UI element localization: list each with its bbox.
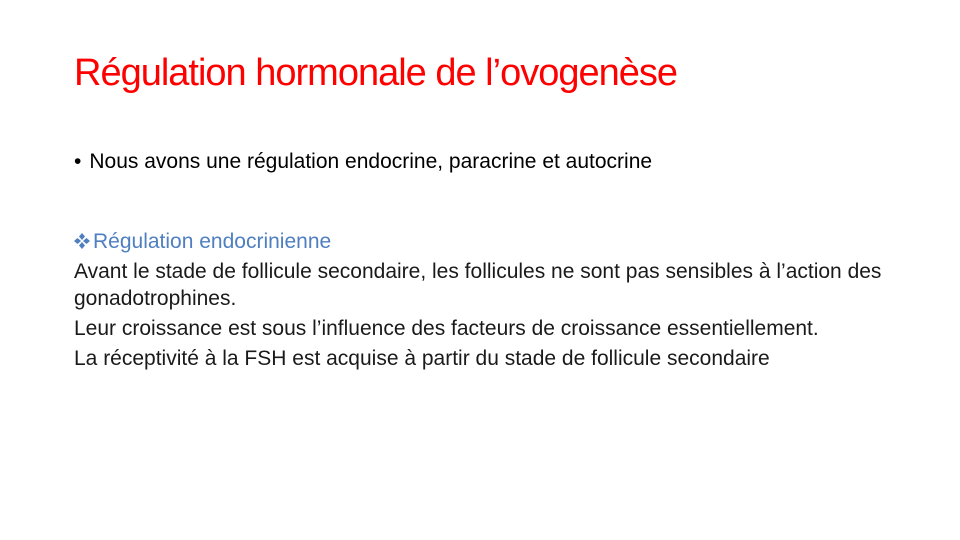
bullet-item [74,150,652,174]
bullet-text: Nous avons une régulation endocrine, paracrine et autocrine [89,150,653,173]
section-heading-text: Régulation endocrinienne [93,230,332,253]
section-endocrine [74,228,894,375]
bullet-marker: • [74,150,82,173]
paragraph-1: Avant le stade de follicule secondaire, les follicules ne sont pas sensibles à l’action des gonadotrophines. [74,260,882,310]
slide-title: Régulation hormonale de l’ovogenèse [74,52,678,94]
section-heading [74,228,894,255]
paragraph-2: Leur croissance est sous l’influence des facteurs de croissance essentiellement. [74,317,819,340]
diamond-cluster-icon [74,233,90,249]
paragraph-3: La réceptivité à la FSH est acquise à partir du stade de follicule secondaire [74,347,770,370]
